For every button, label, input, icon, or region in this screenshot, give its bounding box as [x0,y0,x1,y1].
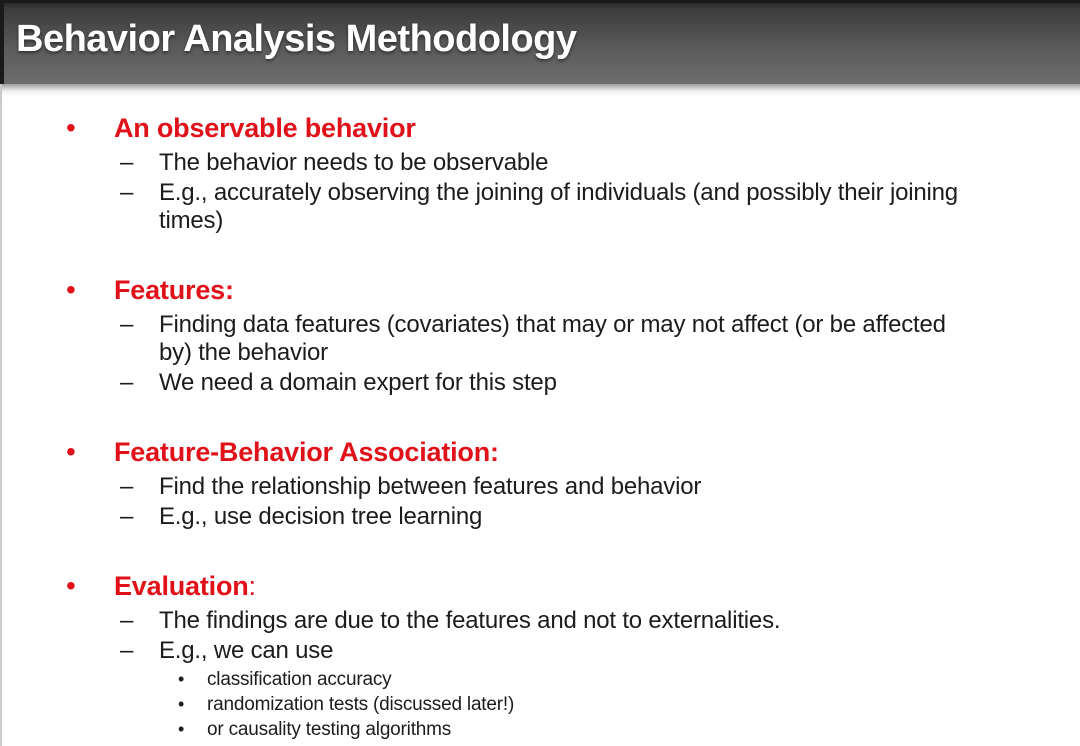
bullet-icon: • [66,274,76,305]
list-item-text: Finding data features (covariates) that may or may not affect (or be affected by) the behavior [159,311,946,366]
sub-list-item-text: or causality testing algorithms [207,719,452,740]
list-item-text: We need a domain expert for this step [159,369,557,396]
section-heading [114,111,416,145]
list-item [2,473,1080,501]
section-heading-row [2,111,1080,145]
dash-icon: – [120,637,134,664]
section-heading-colon: : [248,571,256,601]
sub-list-item-text: classification accuracy [207,669,392,690]
section-heading-text: Features: [114,275,234,305]
dash-icon: – [120,503,134,530]
list-item [2,369,1080,397]
dash-icon: – [120,473,134,500]
slide-body [0,97,1080,746]
section-heading-row [2,569,1080,603]
section-evaluation [2,569,1080,742]
section-heading-text: An observable behavior [114,113,416,143]
title-bar-shadow [0,84,1080,97]
dash-icon: – [120,369,134,396]
section-heading-text: Evaluation [114,571,249,601]
list-item-text: E.g., we can use [159,637,334,664]
section-observable-behavior [2,111,1080,235]
bullet-icon: • [66,570,76,601]
dash-icon: – [120,311,134,338]
bullet-icon: • [66,436,76,467]
list-item-text: E.g., use decision tree learning [159,503,483,530]
section-heading-row [2,273,1080,307]
list-item-text: Find the relationship between features and behavior [159,473,702,500]
list-item [2,637,1080,665]
section-heading-row [2,435,1080,469]
list-item [2,149,1080,177]
sub-list-item [2,692,1080,717]
list-item-text: E.g., accurately observing the joining of individuals (and possibly their joining times) [159,179,958,234]
sub-list-item [2,667,1080,692]
slide-title-bar [0,0,1080,84]
dash-icon: – [120,607,134,634]
bullet-icon: • [66,112,76,143]
section-heading [114,435,499,469]
section-heading [114,569,256,603]
list-item-text: The findings are due to the features and not to externalities. [159,607,781,634]
sub-list-item-text: randomization tests (discussed later!) [207,694,515,715]
list-item [2,311,1080,367]
section-heading-text: Feature-Behavior Association: [114,437,499,467]
list-item-text: The behavior needs to be observable [159,149,549,176]
sub-bullet-icon: • [178,694,185,714]
list-item [2,503,1080,531]
list-item [2,179,1080,235]
dash-icon: – [120,179,134,206]
section-heading [114,273,234,307]
dash-icon: – [120,149,134,176]
section-feature-behavior-association [2,435,1080,531]
sub-list-item [2,717,1080,742]
section-features [2,273,1080,397]
sub-bullet-icon: • [178,669,185,689]
sub-bullet-icon: • [178,719,185,739]
list-item [2,607,1080,635]
page-title: Behavior Analysis Methodology [16,18,577,60]
